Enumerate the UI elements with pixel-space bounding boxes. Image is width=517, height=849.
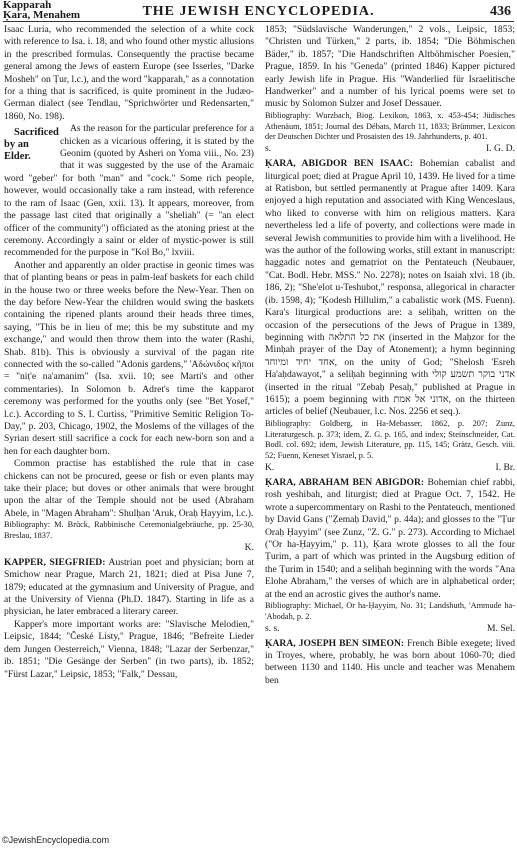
signature-right: I. Br. [495,461,515,473]
entry-joseph [265,638,515,688]
signature-left: s. s. [265,622,280,634]
side-heading: Sacrificed by an Elder. [4,127,59,163]
paragraph: Kapper's more important works are: "Slavische Melodien," Leipsic, 1844; "České Listy," Prague, 1846; "Befreite Lieder dem Jungen Oesterreich," Vienna, 1848; "Lazar der Serbenzar," ib. 1851; "Die Gesänge der Serben" (in two parts), ib. 1852; "Fürst Lazar," Leipsic, 1853; "Falk," Dessau, [4,618,254,680]
page-number: 436 [490,4,511,19]
signature-right: I. G. D. [485,143,515,155]
bibliography: Bibliography: Wurzbach, Biog. Lexikon, 1863, x. 453-454; Jüdisches Athenäum, 1851; Journal des Débats, March 11, 1833; Brümmer, Lexicon der Deutschen Dichter und Prosaisten des 19. Jahrhunderts, p. 401. [265,110,515,142]
paragraph: Another and apparently an older practise in geonic times was that of planting beans or peas in palm-leaf baskets for each child in the house two or three weeks before the New-Year. Then on the day before New-Year the children would swing the baskets containing the ripened plants around their heads three times, saying, "This be in lieu of me; this be my substitute and my exchange," and would then throw them into the water (Rashi, Shab. 81b). This is obviously a survival of the pagan rite connected with the so-called "Adonis gardens," 'Αδώνιδος κῆποι = "niṭ'e na'amanim" (Isa. xvii. 10; see Marti's and other commentaries). In Solomon b. Adret's time the kapparot ceremony was performed for the youths only (see "Bet Yosef," l.c.). According to S. I. Curtiss, "Primitive Semitic Religion To-Day," p. 203, Chicago, 1902, the Moslems of the villages of the Syrian desert still sacrifice a cock for each new-born son and a hen for each daughter born. [4,259,254,457]
entry-title: KAPPER, SIEGFRIED: [4,556,106,568]
bibliography: Bibliography: Michael, Or ha-Ḥayyim, No. 31; Landshuth, 'Ammude ha-'Abodah, p. 2. [265,601,515,621]
entry-text: Bohemian cabalist and liturgical poet; died at Prague April 10, 1439. He lived for a time at Ratisbon, but settled permanently at Prague after 1409. Ḳara enjoyed a high reputation and associated with King Wenceslaus, who liked to converse with him on religious matters. Ḳara nevertheless led a life of poverty, and collections were made in several Jewish communities to provide him with a livelihood. He was the author of the following works, still extant in manuscript: haggadic notes and gemaṭriot on the Pentateuch (Neubauer, "Cat. Bodl. Hebr. MSS." No. 2278); notes on Isaiah xlvi. 18 (ib. 186, 2); "She'elot u-Teshubot," responsa, allegorical in character (ib. 1598, 4); "Ḳodesh Hillulim," a cabalistic work (MS. Fuenn). Kara's liturgical productions are: a seliḥah, written on the occasion of the persecutions of the Jews of Prague in 1389, beginning with את כל התלאה (inserted in the Maḥzor for the Minḥah prayer of the Day of Atonement); a hymn beginning אחד יחיד ומיוחד, on the unity of God; "Shelosh 'Esreh Ha'aḥdawayot," a seliḥah beginning with אדני בוקר תשמע קולי (inserted in the ritual "Zebaḥ Pesaḥ," published at Prague in 1615); a poem beginning with אדוני אל אמת, on the thirteen articles of belief (Neubauer, l.c. Nos. 2256 et seq.). [265,158,515,418]
running-head-left-line2: Ḳara, Menahem [3,9,80,21]
signature [265,143,515,155]
entry-title: ḲARA, ABIGDOR BEN ISAAC: [265,158,414,170]
signature-right: M. Sel. [487,622,515,634]
signature [265,462,515,474]
copyright-notice: ©JewishEncyclopedia.com [2,835,110,845]
bibliography: Bibliography: M. Brück, Rabbinische Ceremonialgebräuche, pp. 25-30, Breslau, 1837. [4,520,254,541]
signature [4,542,254,554]
running-head-title: THE JEWISH ENCYCLOPEDIA. [142,4,375,19]
header-rule [3,21,514,22]
footer [0,832,517,849]
signature [265,623,515,635]
entry-text: French Bible exegete; lived in Troyes, where, probably, he was born about 1060-70; died between 1130 and 1140. His uncle and teacher was Menahem ben [265,637,515,686]
entry-text: Bohemian chief rabbi, rosh yeshibah, and liturgist; died at Prague Oct. 7, 1542. He wrote a supercommentary on Rashi to the Pentateuch, mentioned by David Gans ("Ẓemaḥ David," p. 44a); and glosses to the "Ṭur Oraḥ Ḥayyim" (see Zunz, "Z. G." p. 273). According to Michael ("Or ha-Ḥayyim," p. 11), Ḳara wrote glosses to all the four Ṭurim, a part of which was printed in the Augsburg edition of the Ṭurim in 1540; and a seliḥah beginning with the words "Ana Elohe Abraham," the verses of which are in alphabetical order; at the end an acrostic gives the author's name. [265,476,515,600]
left-column [4,24,254,829]
entry-abraham [265,477,515,601]
entry-kapper [4,557,254,619]
entry-text: Austrian poet and physician; born at Smichow near Prague, March 21, 1821; died at Pisa June 7, 1879; educated at the gymnasium and University of Prague, and at the University of Vienna (Ph.D. 1847). Starting in life as a physician, he later embraced a literary career. [4,556,254,618]
bibliography: Bibliography: Goldberg, in Ha-Mebasser, 1862, p. 207; Zunz, Literaturgesch. p. 373; idem, Z. G. p. 165, and index; Steinschneider, Cat. Bodl. col. 692; idem, Jewish Literature, pp. 115, 145; Grätz, Gesch. viii. 52; Fuenn, Keneset Yisrael, p. 5. [265,418,515,461]
paragraph [4,123,254,259]
right-column [265,24,515,829]
paragraph: Common practise has established the rule that in case chickens can not be procured, geese or fish or even plants may take their place; but doves or other animals that were brought upon the altar of the Temple should not be used (Abraham Abele, in "Magen Abraham": Shulḥan 'Aruk, Oraḥ Ḥayyim, l.c.). [4,458,254,519]
entry-title: ḲARA, JOSEPH BEN SIMEON: [265,637,405,649]
entry-title: ḲARA, ABRAHAM BEN ABIGDOR: [265,476,425,488]
signature-left: K. [265,461,275,473]
signature-left: s. [265,143,272,155]
signature-right: K. [244,541,254,553]
paragraph: 1853; "Südslavische Wanderungen," 2 vols., Leipsic, 1853; "Christen und Türken," 2 parts, ib. 1854; "Die Böhmischen Bäder," ib. 1857; "Die Handschriften Altböhmischer Poesien," Prague, 1859. In his "Geneda" (printed 1846) Kapper pictured early Jewish life in Prague. His "Wanderlied für Israelitische Handwerker" and a number of his lyrical poems were set to music by Solomon Sulzer and Josef Dessauer. [265,24,515,110]
entry-abigdor [265,158,515,419]
paragraph-text: As the reason for the particular preference for a chicken as a vicarious offering, it is stated by the Geonim (quoted by Asheri on Yoma viii., No. 23) that it was suggested by the use of the Aramaic word "geber" for both "man" and "cock." Some rich people, however, would occasionally take a ram instead, with reference to the ram of Isaac (Gen, xxii. 13). It appears, moreover, from the passage last cited that originally a "sheliah" (= "an elect officer of the community") officiated as the atoning priest at the ceremony. Accordingly a saint or elder of mystic-power is still recommended for the purpose in "Kol Bo," lxviii. [4,123,254,259]
running-head-left-line1: Kapparah [3,0,52,11]
paragraph: Isaac Luria, who recommended the selection of a white cock with reference to Isa. i. 18, and who found other mystic allusions in the prescribed formulas. Consequently the practise became general among the Jews of eastern Europe (see Isserles, "Darke Mosheh" on Ṭur, l.c.), and the word "kapparah," as a connotation for a thing that is sacrificed, is quite prominent in the Judæo-German dialect (see Tendlau, "Sprichwörter und Redensarten," 1860, No. 198). [4,24,254,122]
running-head [0,0,517,22]
